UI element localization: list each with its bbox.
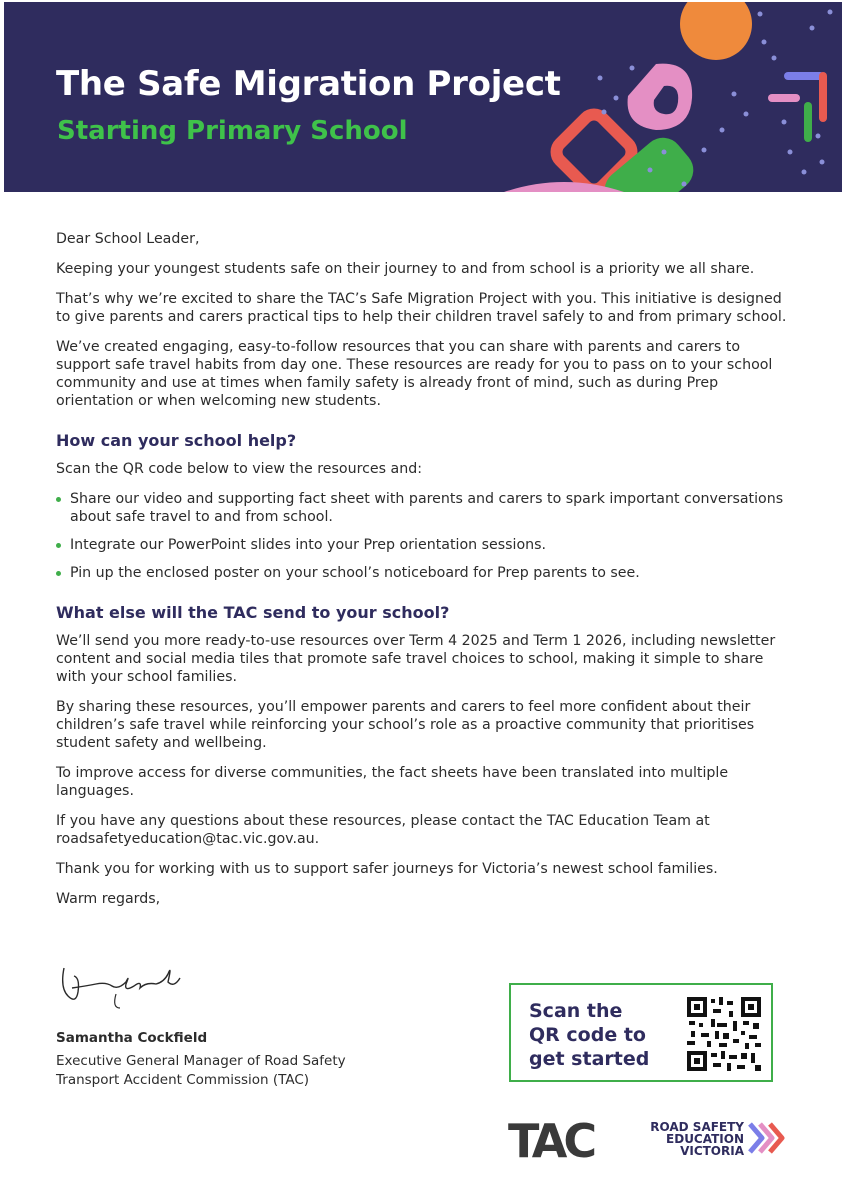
bullet-icon bbox=[56, 543, 61, 548]
section-heading-what-else: What else will the TAC send to your school? bbox=[56, 603, 450, 622]
page-subtitle: Starting Primary School bbox=[57, 116, 408, 146]
paragraph: By sharing these resources, you’ll empower parents and carers to feel more confident about their children’s safe travel while reinforcing your school’s role as a proactive community that prioritises student safety and wellbeing. bbox=[56, 699, 755, 751]
page-title: The Safe Migration Project bbox=[56, 64, 561, 104]
paragraph: Thank you for working with us to support safer journeys for Victoria’s newest school families. bbox=[56, 861, 718, 877]
paragraph: To improve access for diverse communities, the fact sheets have been translated into multiple languages. bbox=[56, 765, 729, 799]
list-item: Share our video and supporting fact sheet with parents and carers to spark important conversations about safe travel to and from school. bbox=[56, 490, 796, 526]
bullet-icon bbox=[56, 571, 61, 576]
list-item: Pin up the enclosed poster on your school’s noticeboard for Prep parents to see. bbox=[56, 564, 796, 582]
signatory-title: Executive General Manager of Road Safety Transport Accident Commission (TAC) bbox=[56, 1053, 346, 1088]
paragraph: Keeping your youngest students safe on their journey to and from school is a priority we all share. bbox=[56, 261, 755, 277]
section-heading-help: How can your school help? bbox=[56, 431, 297, 450]
paragraph: That’s why we’re excited to share the TAC’s Safe Migration Project with you. This initiative is designed to give parents and carers practical tips to help their children travel safely to and from primary school. bbox=[56, 291, 787, 325]
tac-logo-icon bbox=[508, 1115, 618, 1163]
bullet-icon bbox=[56, 497, 61, 502]
paragraph: We’ll send you more ready-to-use resources over Term 4 2025 and Term 1 2026, including newsletter content and social media tiles that promote safe travel choices to school, making it simple to share with your school families. bbox=[56, 633, 776, 685]
paragraph: If you have any questions about these resources, please contact the TAC Education Team at roadsafetyeducation@tac.vic.gov.au. bbox=[56, 813, 710, 847]
road-safety-education-logo: ROAD SAFETY EDUCATION VICTORIA bbox=[650, 1120, 744, 1158]
signature-icon bbox=[56, 948, 186, 1018]
paragraph: We’ve created engaging, easy-to-follow resources that you can share with parents and carers to support safe travel habits from day one. These resources are ready for you to pass on to your school community and use at times when family safety is already front of mind, such as during Prep orientation or when welcoming new students. bbox=[56, 339, 773, 409]
closing: Warm regards, bbox=[56, 891, 161, 907]
help-list bbox=[56, 490, 796, 582]
greeting: Dear School Leader, bbox=[56, 231, 200, 247]
list-item: Integrate our PowerPoint slides into your Prep orientation sessions. bbox=[56, 536, 796, 554]
chevrons-icon bbox=[746, 1120, 786, 1156]
qr-callout-text: Scan the QR code to get started bbox=[529, 1000, 650, 1070]
header-banner bbox=[4, 2, 842, 192]
signatory-name: Samantha Cockfield bbox=[56, 1030, 208, 1046]
qr-code-icon[interactable] bbox=[687, 997, 761, 1071]
letter-body bbox=[56, 230, 796, 920]
section-intro: Scan the QR code below to view the resources and: bbox=[56, 461, 422, 477]
svg-text:TAC: TAC bbox=[508, 1115, 594, 1163]
qr-callout bbox=[509, 983, 773, 1082]
